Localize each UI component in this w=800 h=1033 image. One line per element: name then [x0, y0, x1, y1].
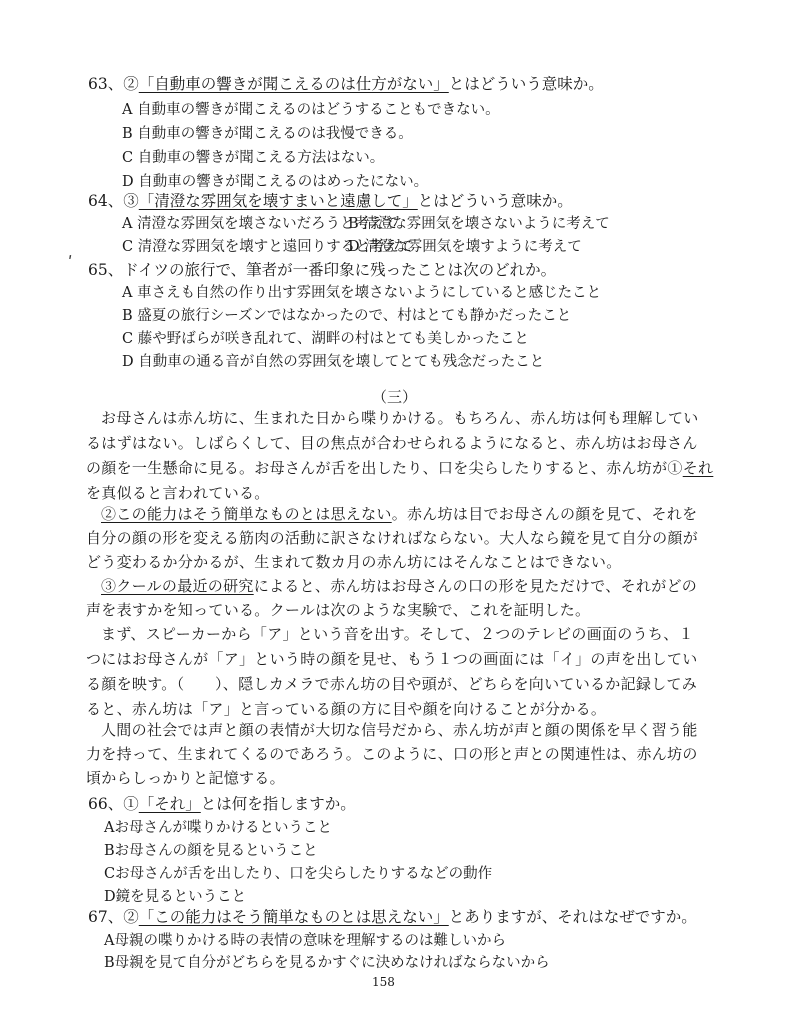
question-quote: 「この能力はそう簡単なものとは思えない」	[138, 908, 449, 926]
question-marker: ①	[123, 795, 139, 813]
question-65: 65、ドイツの旅行で、筆者が一番印象に残ったことは次のどれか。	[88, 261, 557, 279]
q64-option-c: C 清澄な雰囲気を壊すと遠回りすると考えて	[122, 239, 414, 255]
q64-option-b: B 清澄な雰囲気を壊さないように考えて	[348, 216, 610, 232]
passage-line: 頃からしっかりと記憶する。	[86, 769, 285, 787]
passage-line	[86, 457, 713, 478]
passage-text: によると、赤ん坊はお母さんの口の形を見ただけで、それがどの	[253, 577, 698, 595]
question-stem: とありますが、それはなぜですか。	[448, 908, 697, 926]
q67-option-a: A母親の喋りかける時の表情の意味を理解するのは難しいから	[104, 933, 506, 949]
question-number: 64、	[88, 192, 124, 210]
q66-option-c: Cお母さんが舌を出したり、口を尖らしたりするなどの動作	[104, 866, 493, 882]
q63-option-c: C 自動車の響きが聞こえる方法はない。	[122, 150, 385, 166]
passage-line: 力を持って、生まれてくるのであろう。このように、口の形と声との関連性は、赤ん坊の	[86, 745, 698, 763]
passage-underline: ②この能力はそう簡単なものとは思えない	[101, 505, 392, 523]
question-67	[88, 905, 697, 927]
question-marker: ③	[123, 192, 139, 210]
q66-option-d: D鏡を見るということ	[104, 889, 247, 905]
q65-option-b: B 盛夏の旅行シーズンではなかったので、村はとても静かだったこと	[122, 308, 572, 324]
question-64	[88, 189, 573, 211]
question-marker: ②	[123, 908, 139, 926]
q65-option-c: C 藤や野ばらが咲き乱れて、湖畔の村はとても美しかったこと	[122, 331, 529, 347]
question-marker: ②	[123, 75, 139, 93]
section-title: （三）	[372, 388, 418, 406]
q66-option-a: Aお母さんが喋りかけるということ	[104, 820, 332, 836]
passage-line: を真似ると言われている。	[86, 484, 270, 502]
passage-line: 人間の社会では声と顔の表情が大切な信号だから、赤ん坊が声と顔の関係を早く習う能	[101, 721, 698, 739]
q64-option-d: D 清澄な雰囲気を壊すように考えて	[348, 239, 582, 255]
passage-line: まず、スピーカーから「ア」という音を出す。そして、２つのテレビの画面のうち、１	[101, 625, 694, 643]
question-number: 66、	[88, 795, 124, 813]
q63-option-b: B 自動車の響きが聞こえるのは我慢できる。	[122, 126, 413, 142]
passage-text: 。赤ん坊は目でお母さんの顔を見て、それを	[391, 505, 698, 523]
question-number: 63、	[88, 75, 124, 93]
question-stem: とはどういう意味か。	[417, 192, 573, 210]
passage-line: 声を表すかを知っている。クールは次のような実験で、これを証明した。	[86, 601, 591, 619]
page-number: 158	[372, 975, 395, 989]
passage-line: るはずはない。しばらくして、目の焦点が合わせられるようになると、赤ん坊はお母さん	[86, 434, 698, 452]
passage-underline: それ	[682, 459, 714, 477]
question-number: 67、	[88, 908, 124, 926]
q67-option-b: B母親を見て自分がどちらを見るかすぐに決めなければならないから	[104, 955, 550, 971]
passage-underline: ③クールの最近の研究	[101, 577, 254, 595]
q65-option-a: A 車さえも自然の作り出す雰囲気を壊さないようにしていると感じたこと	[122, 285, 602, 301]
passage-line	[101, 503, 697, 524]
question-stem: とは何を指しますか。	[200, 795, 356, 813]
passage-line: 自分の顔の形を変える筋肉の活動に訳さなければならない。大人なら鏡を見て自分の顔が	[86, 529, 699, 547]
question-quote: 「清澄な雰囲気を壊すまいと遠慮して」	[138, 192, 418, 210]
passage-text: の顔を一生懸命に見る。お母さんが舌を出したり、口を尖らしたりすると、赤ん坊が①	[86, 459, 683, 477]
q66-option-b: Bお母さんの顔を見るということ	[104, 843, 318, 859]
passage-line: る顔を映す。（ ）、隠しカメラで赤ん坊の目や頭が、どちらを向いているか記録してみ	[86, 675, 698, 693]
question-quote: 「それ」	[138, 795, 201, 813]
question-66	[88, 792, 356, 814]
q63-option-d: D 自動車の響きが聞こえるのはめったにない。	[122, 174, 429, 190]
question-63	[88, 72, 604, 94]
passage-line: お母さんは赤ん坊に、生まれた日から喋りかける。もちろん、赤ん坊は何も理解してい	[101, 409, 699, 427]
q65-option-d: D 自動車の通る音が自然の雰囲気を壊してとても残念だったこと	[122, 354, 545, 370]
q63-option-a: A 自動車の響きが聞こえるのはどうすることもできない。	[122, 102, 500, 118]
passage-line: どう変わるか分かるが、生まれて数カ月の赤ん坊にはそんなことはできない。	[86, 553, 622, 571]
passage-line	[101, 575, 697, 596]
passage-line: ると、赤ん坊は「ア」と言っている顔の方に目や顔を向けることが分かる。	[86, 700, 607, 718]
passage-line: つにはお母さんが「ア」という時の顔を見せ、もう１つの画面には「イ」の声を出してい	[86, 650, 698, 668]
q64-option-a: A 清澄な雰囲気を壊さないだろうと考えて	[122, 216, 399, 232]
stray-mark: ʹ	[68, 253, 73, 272]
question-quote: 「自動車の響きが聞こえるのは仕方がない」	[138, 75, 449, 93]
question-stem: とはどういう意味か。	[448, 75, 604, 93]
